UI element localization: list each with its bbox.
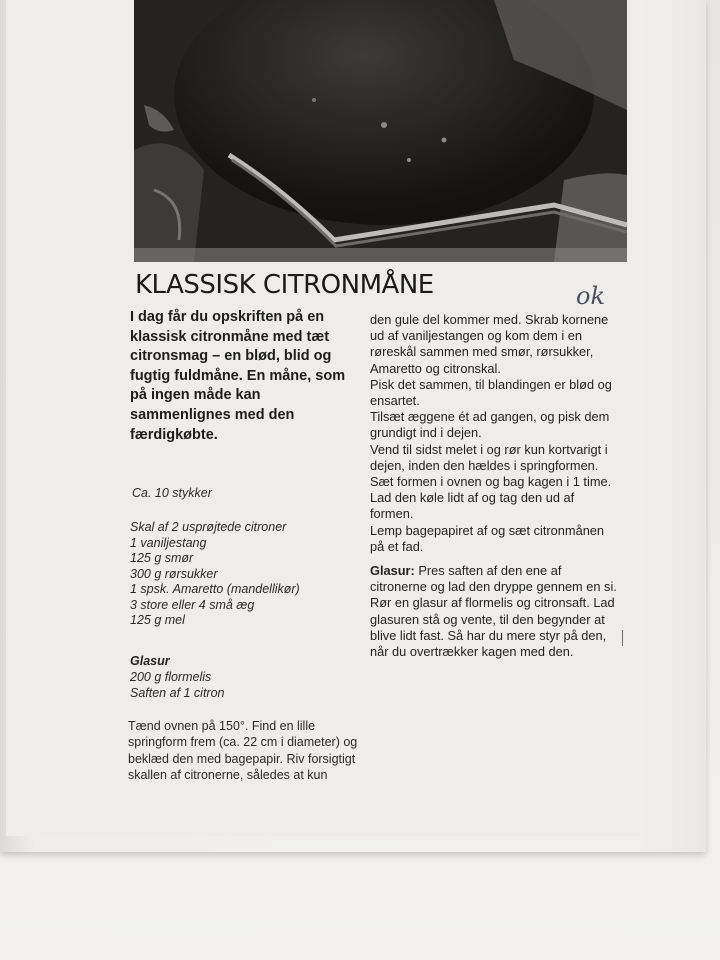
ingredient-list <box>130 520 360 629</box>
recipe-title: KLASSISK CITRONMÅNE <box>135 270 434 300</box>
recipe-yield: Ca. 10 stykker <box>132 486 212 500</box>
method-step: Tilsæt æggene ét ad gangen, og pisk dem grundigt ind i dejen. <box>370 409 610 441</box>
method-step: Lemp bagepapiret af og sæt citronmånen på et fad. <box>370 522 605 554</box>
method-text-left: Tænd ovnen på 150°. Find en lille springform frem (ca. 22 cm i diameter) og beklæd den med bagepapir. Riv forsigtigt skallen af citronerne, således at kun <box>128 719 358 782</box>
handwritten-ok-note: ok <box>576 282 605 310</box>
method-column-right <box>370 312 620 660</box>
method-step: Sæt formen i ovnen og bag kagen i 1 time. Lad den køle lidt af og tag den ud af formen. <box>370 474 612 522</box>
cake-photo <box>134 0 627 262</box>
method-step: Vend til sidst melet i og rør kun kortvarigt i dejen, inden den hældes i springformen. <box>370 441 608 473</box>
ingredient-item: Skal af 2 usprøjtede citroner <box>130 520 287 534</box>
method-step: Pisk det sammen, til blandingen er blød og ensartet. <box>370 376 612 409</box>
ingredient-item: 1 spsk. Amaretto (mandellikør) <box>130 582 300 596</box>
recipe-clipping <box>6 0 640 836</box>
cake-photo-illustration <box>134 0 627 262</box>
ingredient-item: 3 store eller 4 små æg <box>130 597 255 612</box>
glaze-ingredient-list <box>130 670 360 701</box>
ingredient-item: 1 vaniljestang <box>130 535 207 550</box>
method-step: den gule del kommer med. Skrab kornene ud af vaniljestangen og kom dem i en røreskål sammen med smør, rørsukker, Amaretto og citronskal. <box>370 312 609 376</box>
glaze-ingredient-item: 200 g flormelis <box>130 670 212 684</box>
glaze-method-label: Glasur: <box>370 563 415 579</box>
glaze-heading: Glasur <box>130 654 170 668</box>
ingredient-item: 125 g smør <box>130 551 194 565</box>
glaze-ingredient-item: Saften af 1 citron <box>130 685 225 700</box>
ingredient-item: 125 g mel <box>130 613 185 627</box>
ingredient-item: 300 g rørsukker <box>130 566 218 581</box>
glaze-method-step: Rør en glasur af flormelis og citronsaft. Lad glasuren stå og vente, til den begynder at blive lidt fast. Så har du mere styr på den, når du overtrækker kagen med den. <box>370 595 615 660</box>
pencil-mark <box>622 630 623 646</box>
recipe-intro: I dag får du opskriften på en klassisk citronmåne med tæt citronsmag – en blød, blid og fugtig fuldmåne. En måne, som på ingen måde kan sammenlignes med den færdigkøbte. <box>130 309 346 443</box>
glaze-method-text: Pres saften af den ene af citronerne og lad den dryppe gennem en si. <box>370 563 617 595</box>
glaze-method-step <box>370 563 620 595</box>
